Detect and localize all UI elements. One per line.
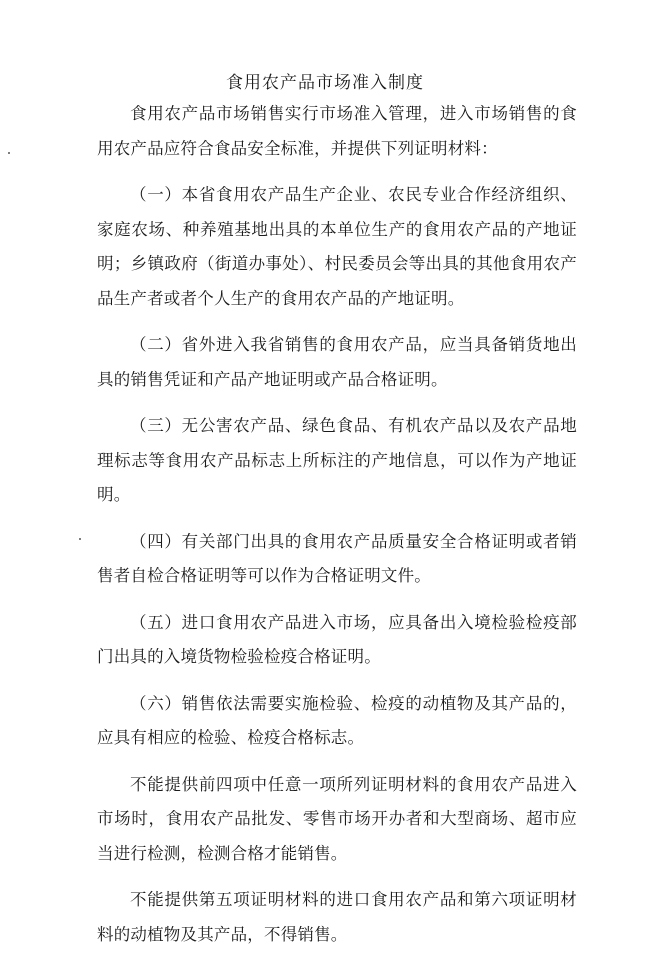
- document-body: [97, 97, 577, 964]
- item-1-paragraph: （一）本省食用农产品生产企业、农民专业合作经济组织、家庭农场、种养殖基地出具的本单位生产的食用农产品的产地证明；乡镇政府（街道办事处）、村民委员会等出具的其他食用农产品生产者或者个人生产的食用农产品的产地证明。: [97, 185, 577, 308]
- item-2-paragraph: （二）省外进入我省销售的食用农产品，应当具备销货地出具的销售凭证和产品产地证明或产品合格证明。: [97, 335, 577, 389]
- intro-paragraph: 食用农产品市场销售实行市场准入管理，进入市场销售的食用农产品应符合食品安全标准，并提供下列证明材料：: [97, 104, 577, 158]
- sales-prohibition-paragraph: 不能提供第五项证明材料的进口食用农产品和第六项证明材料的动植物及其产品，不得销售。: [97, 890, 577, 944]
- document-title: 食用农产品市场准入制度: [226, 73, 424, 93]
- scan-speck: [79, 538, 81, 540]
- scan-speck: [8, 152, 10, 154]
- item-3-paragraph: （三）无公害农产品、绿色食品、有机农产品以及农产品地理标志等食用农产品标志上所标注的产地信息，可以作为产地证明。: [97, 416, 577, 504]
- testing-requirement-paragraph: 不能提供前四项中任意一项所列证明材料的食用农产品进入市场时，食用农产品批发、零售市场开办者和大型商场、超市应当进行检测，检测合格才能销售。: [97, 774, 577, 863]
- item-6-paragraph: （六）销售依法需要实施检验、检疫的动植物及其产品的，应具有相应的检验、检疫合格标志。: [97, 693, 577, 747]
- item-4-paragraph: （四）有关部门出具的食用农产品质量安全合格证明或者销售者自检合格证明等可以作为合格证明文件。: [97, 531, 577, 585]
- item-5-paragraph: （五）进口食用农产品进入市场，应具备出入境检验检疫部门出具的入境货物检验检疫合格证明。: [97, 612, 577, 666]
